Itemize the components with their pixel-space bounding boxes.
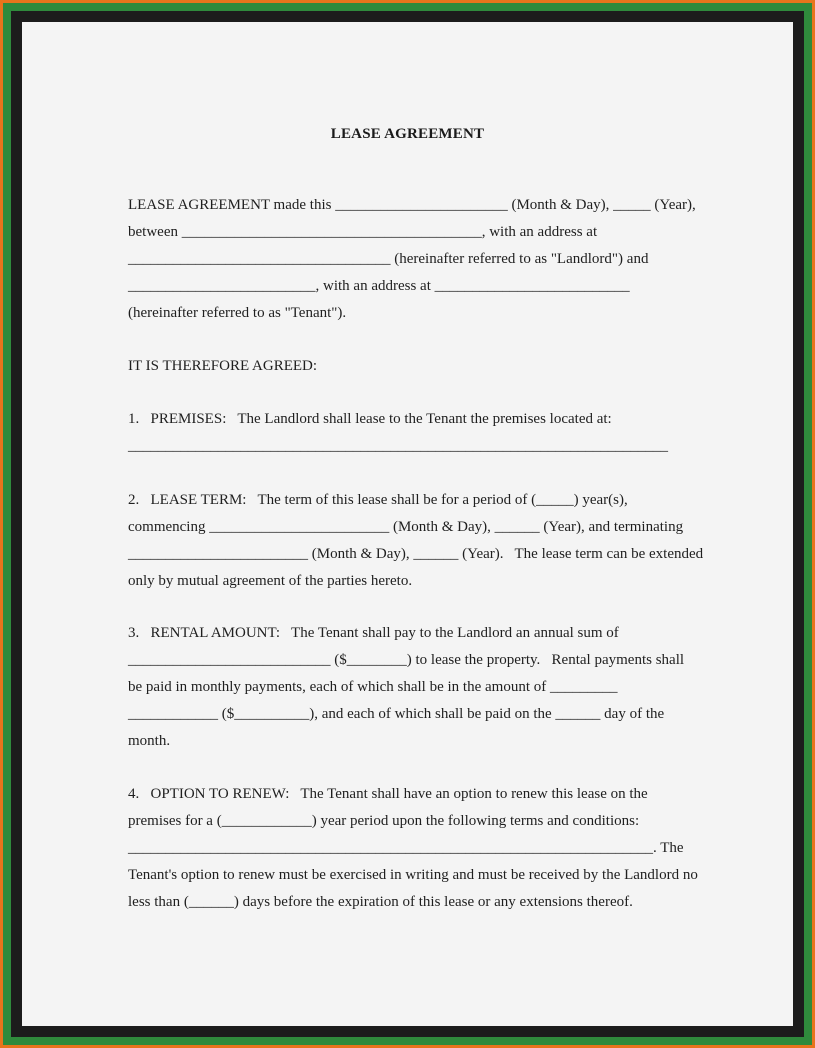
lease-term-line: ________________________ (Month & Day), ______ (Year). The lease term can be extended <box>128 546 704 562</box>
agreed-heading <box>128 353 738 380</box>
rental-amount-line: 3. RENTAL AMOUNT: The Tenant shall pay to the Landlord an annual sum of <box>128 625 619 641</box>
premises-line: 1. PREMISES: The Landlord shall lease to the Tenant the premises located at: <box>128 411 612 427</box>
document-page <box>22 22 793 1026</box>
option-to-renew-line: premises for a (____________) year period upon the following terms and conditions: <box>128 813 640 829</box>
premises-line: ________________________________________________________________________ <box>128 438 668 454</box>
lease-term-line: only by mutual agreement of the parties hereto. <box>128 573 413 589</box>
option-to-renew-line: Tenant's option to renew must be exercised in writing and must be received by the Landlord no <box>128 867 698 883</box>
agreed-line: IT IS THEREFORE AGREED: <box>128 358 318 374</box>
intro-line: between ________________________________________, with an address at <box>128 224 598 240</box>
rental-amount-line: month. <box>128 733 171 749</box>
intro-line: ___________________________________ (hereinafter referred to as "Landlord") and <box>128 251 649 267</box>
rental-amount-line: ____________ ($__________), and each of which shall be paid on the ______ day of the <box>128 706 665 722</box>
lease-term-line: 2. LEASE TERM: The term of this lease shall be for a period of (_____) year(s), <box>128 492 628 508</box>
lease-term-line: commencing ________________________ (Month & Day), ______ (Year), and terminating <box>128 519 684 535</box>
document-title: LEASE AGREEMENT <box>330 126 485 142</box>
intro-line: _________________________, with an address at __________________________ <box>128 278 630 294</box>
option-to-renew-section <box>128 781 738 916</box>
option-to-renew-line: less than (______) days before the expiration of this lease or any extensions thereof. <box>128 894 633 910</box>
rental-amount-line: be paid in monthly payments, each of which shall be in the amount of _________ <box>128 679 618 695</box>
rental-amount-line: ___________________________ ($________) to lease the property. Rental payments shall <box>128 652 685 668</box>
intro-line: LEASE AGREEMENT made this _______________________ (Month & Day), _____ (Year), <box>128 197 696 213</box>
option-to-renew-line: ______________________________________________________________________. The <box>128 840 684 856</box>
frame-dark-border <box>11 11 804 1037</box>
premises-section <box>128 406 738 460</box>
rental-amount-section <box>128 620 738 755</box>
frame-green-border <box>3 3 812 1045</box>
intro-paragraph <box>128 192 738 327</box>
intro-line: (hereinafter referred to as "Tenant"). <box>128 305 347 321</box>
option-to-renew-line: 4. OPTION TO RENEW: The Tenant shall have an option to renew this lease on the <box>128 786 648 802</box>
lease-term-section <box>128 487 738 595</box>
